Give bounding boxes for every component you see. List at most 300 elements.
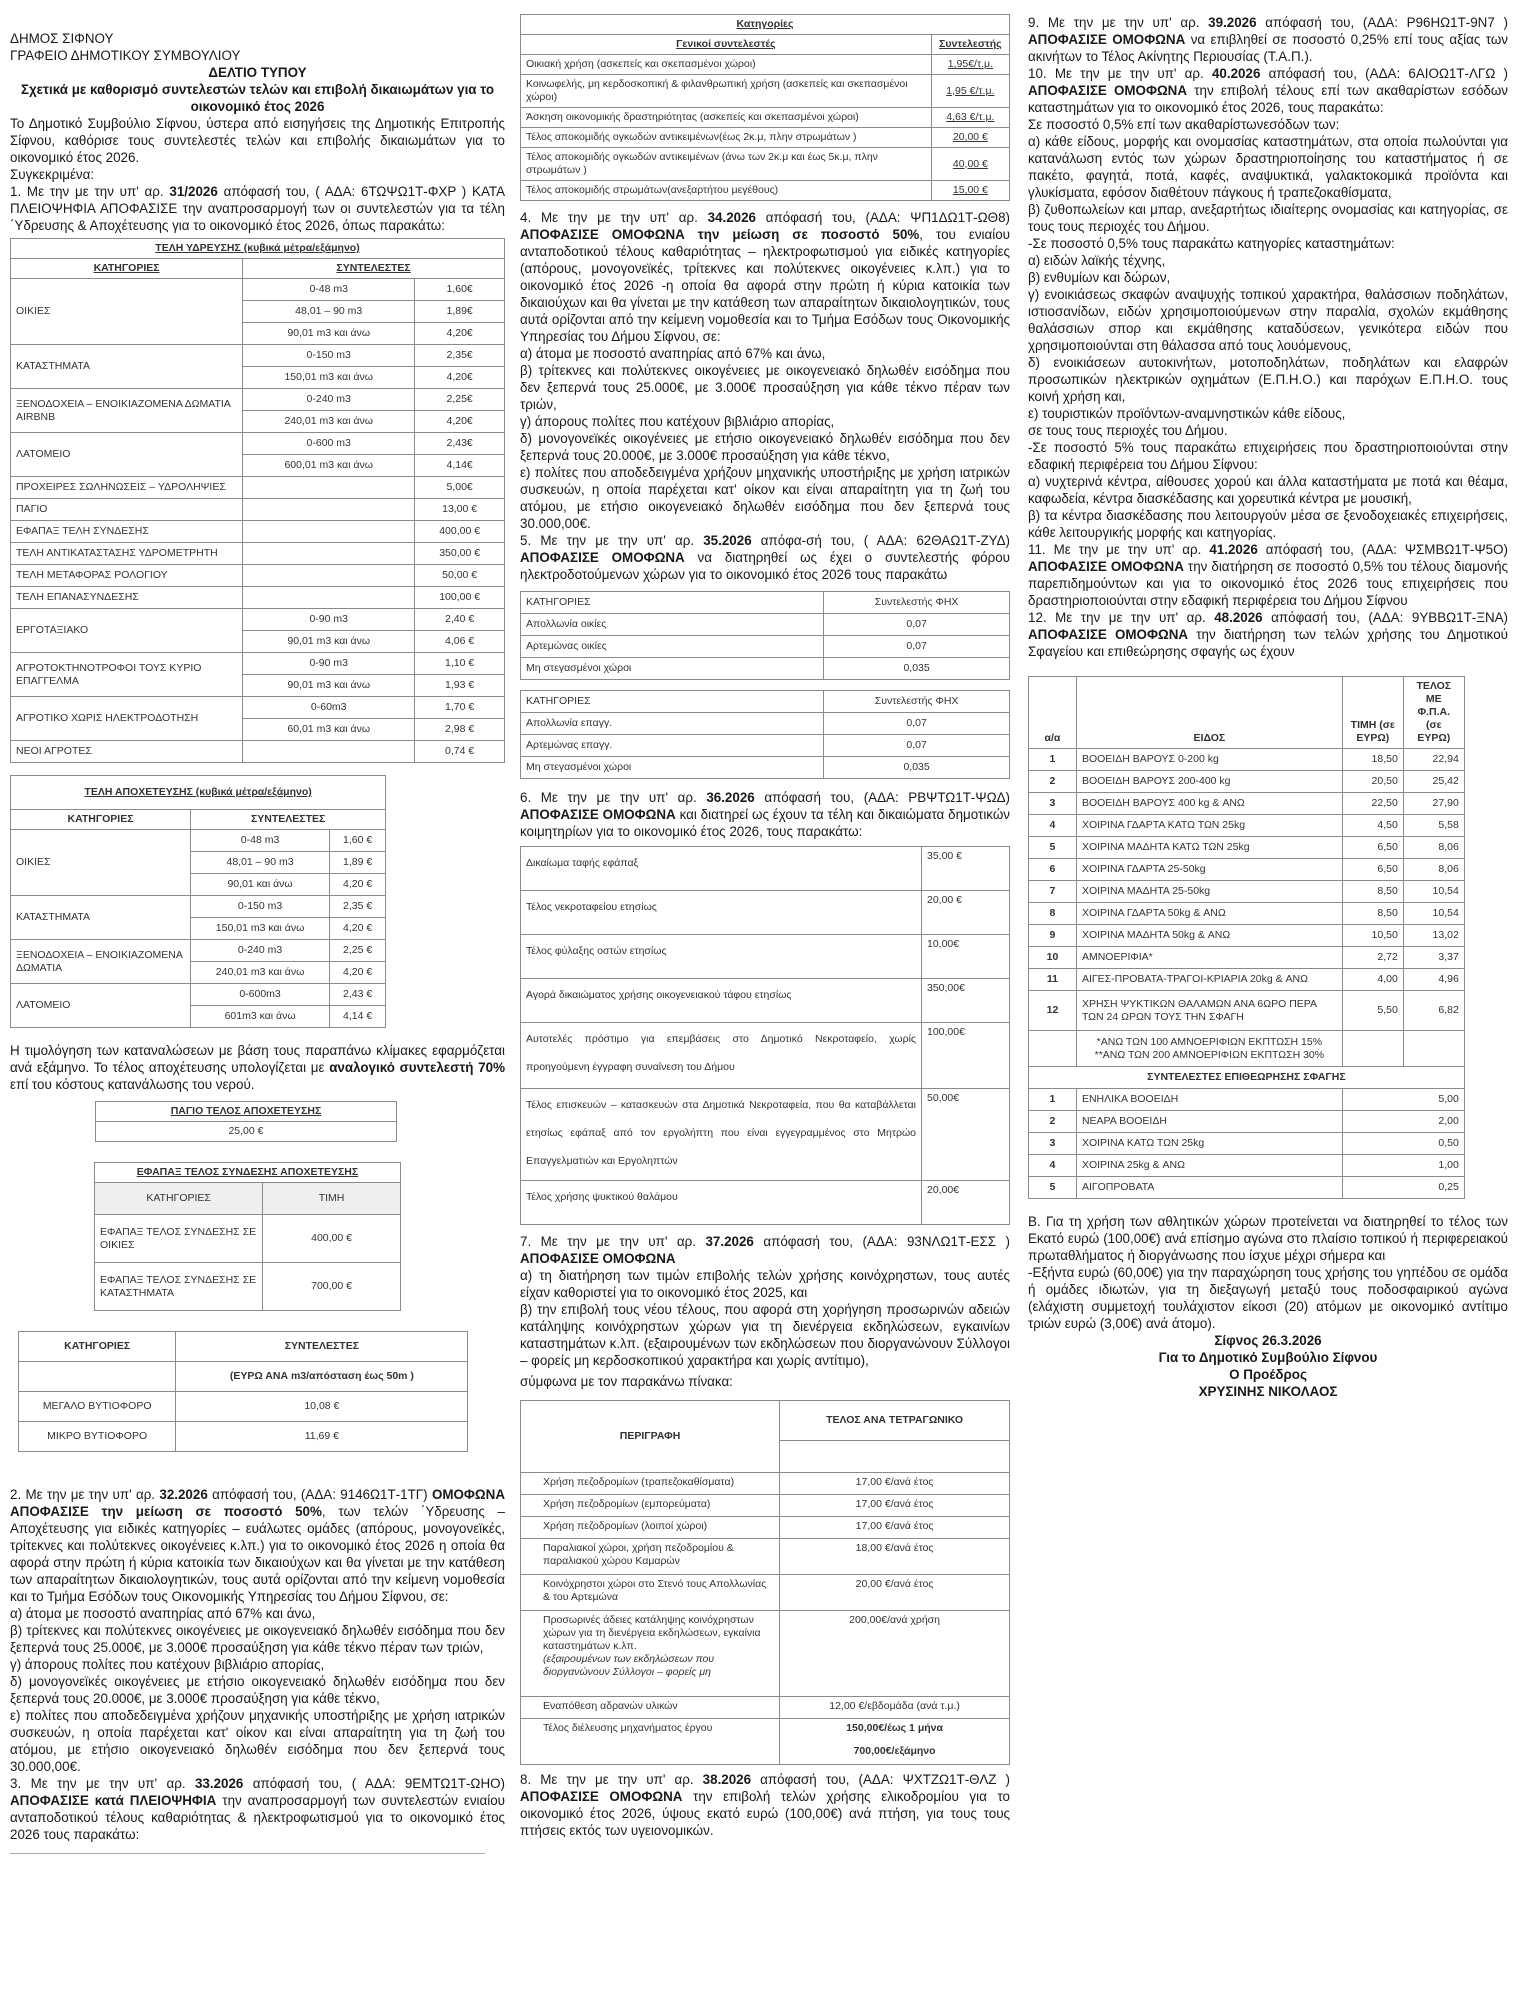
kind-cell: ΧΟΙΡΙΝΑ ΜΑΔΗΤΑ ΚΑΤΩ ΤΩΝ 25kg [1076, 837, 1342, 859]
col-kind: ΕΙΔΟΣ [1076, 677, 1342, 749]
range-cell: 90,01 και άνω [191, 874, 330, 896]
rate-cell: 0,74 € [415, 741, 505, 763]
table-row [521, 847, 1010, 891]
rate-cell: 1,93 € [415, 675, 505, 697]
fixed-sewage-title: ΠΑΓΙΟ ΤΕΛΟΣ ΑΠΟΧΕΤΕΥΣΗΣ [96, 1102, 397, 1122]
col-no: α/α [1029, 677, 1077, 749]
category-cell: Αρτεμώνας επαγγ. [521, 735, 824, 757]
slaughterhouse-table [1028, 676, 1465, 1199]
rate-cell: 2,40 € [415, 609, 505, 631]
range-cell: 600,01 m3 και άνω [243, 455, 415, 477]
table-row [1029, 837, 1465, 859]
empty-cell [1403, 1031, 1464, 1067]
range-cell: 0-600 m3 [243, 433, 415, 455]
table-row [521, 592, 1010, 614]
table-row [1029, 881, 1465, 903]
decision-7a: α) τη διατήρηση των τιμών επιβολής τελών χρήσης κοινόχρηστων, τους αυτές είχαν καθοριστεί για το οικονομικό έτος 2025, και [520, 1268, 1010, 1300]
table-row [11, 830, 386, 852]
fee-description-cell: Αυτοτελές πρόστιμο για επεμβάσεις στο Δημοτικό Νεκροταφείο, χωρίς προηγούμενη έγγραφη συναίνεση του Δήμου [521, 1023, 922, 1089]
kind-cell: ΑΜΝΟΕΡΙΦΙΑ* [1076, 947, 1342, 969]
table-row [1029, 903, 1465, 925]
decision-9: 9. Με την με την υπ' αρ. 39.2026 απόφασή του, (ΑΔΑ: Ρ96ΗΩ1Τ-9Ν7 ) ΑΠΟΦΑΣΙΣΕ ΟΜΟΦΩΝΑ να επιβληθεί σε ποσοστό 0,25% επί τους αξίας των ακινήτων το Τέλος Ακίνητης Περιουσίας (Τ.Α.Π.). [1028, 15, 1508, 64]
category-cell: Μη στεγασμένοι χώροι [521, 757, 824, 779]
empty-cell [1342, 1031, 1403, 1067]
category-cell: Αρτεμώνας οικίες [521, 636, 824, 658]
col-price: ΤΙΜΗ (σε ΕΥΡΩ) [1342, 677, 1403, 749]
rate-cell: 0,50 [1342, 1133, 1464, 1155]
fee-description-cell: Αγορά δικαιώματος χρήσης οικογενειακού τάφου ετησίως [521, 979, 922, 1023]
rate-cell: 350,00 € [415, 543, 505, 565]
fee-cell: 200,00€/ανά χρήση [780, 1611, 1010, 1697]
rate-cell: 0,25 [1342, 1177, 1464, 1199]
description-cell [521, 1517, 780, 1539]
row-number-cell: 6 [1029, 859, 1077, 881]
rate-cell: 4,14 € [330, 1006, 386, 1028]
beneficiary-item: δ) μονογονεϊκές οικογένειες με ετήσιο οικογενειακό δηλωθέν εισόδημα που δεν ξεπερνά τους 20.000€, με 3.000€ προσαύξηση για κάθε τέκνο, [10, 1674, 505, 1706]
rate-cell: 1,00 [1342, 1155, 1464, 1177]
pricing-note: Η τιμολόγηση των καταναλώσεων με βάση τους παραπάνω κλίμακες εφαρμόζεται ανά εξάμηνο. Το τέλος αποχέτευσης υπολογίζεται με αναλογικό συντελεστή 70% επί του κόστους κατανάλωσης του νερού. [10, 1043, 505, 1092]
fee-amount-cell: 350,00€ [921, 979, 1009, 1023]
col-rates: ΣΥΝΤΕΛΕΣΤΕΣ [243, 259, 505, 279]
table-row [1029, 771, 1465, 793]
range-cell: 48,01 – 90 m3 [243, 301, 415, 323]
table-row [521, 636, 1010, 658]
rate-cell: 4,63 €/τ.μ. [931, 108, 1009, 128]
fee-amount-cell: 20,00 € [921, 891, 1009, 935]
table-row [11, 389, 505, 411]
rate-cell: 1,60 € [330, 830, 386, 852]
rate-cell: 15,00 € [931, 181, 1009, 201]
decision-10-line: γ) ενοικιάσεως σκαφών αναψυχής τοπικού χαρακτήρα, θαλάσσιων ποδηλάτων, ιστιοσανίδων, ειδών χρησιμοποιούμενων στην παραλία, σχολών εκμάθησης θαλάσσιων σπορ και εκμάθησης καταδύσεων, γενικότερα ειδών που χρησιμοποιούνται στη θάλασσα από τους λουόμενους, [1028, 287, 1508, 353]
category-cell: ΤΕΛΗ ΕΠΑΝΑΣΥΝΔΕΣΗΣ [11, 587, 243, 609]
rate-cell: 5,00€ [415, 477, 505, 499]
fee-semester: 700,00€/εξάμηνο [853, 1745, 936, 1757]
description-cell [521, 1495, 780, 1517]
description-cell: Τέλος αποκομιδής στρωμάτων(ανεξαρτήτου μεγέθους) [521, 181, 932, 201]
price-vat-cell: 5,58 [1403, 815, 1464, 837]
rate-cell: 100,00 € [415, 587, 505, 609]
beneficiary-item: α) άτομα με ποσοστό αναπηρίας από 67% και άνω, [520, 346, 826, 361]
table-row [1029, 793, 1465, 815]
rate-cell: 40,00 € [931, 148, 1009, 181]
row-number-cell: 5 [1029, 837, 1077, 859]
table-row [11, 499, 505, 521]
description-text: Παραλιακοί χώροι, χρήση πεζοδρομίου & παραλιακού χώρου Καμαρών [543, 1542, 734, 1567]
table-row [521, 55, 1010, 75]
table-row [521, 691, 1010, 713]
beneficiary-item: β) τρίτεκνες και πολύτεκνες οικογένειες με οικογενειακό δηλωθέν εισόδημα που δεν ξεπερνά τους 25.000€, με 3.000€ προσαύξηση για κάθε τέκνο πέραν των τριών, [520, 363, 1010, 412]
col-categories: ΚΑΤΗΓΟΡΙΕΣ [11, 259, 243, 279]
row-number-cell: 7 [1029, 881, 1077, 903]
tanker-unit: (ΕΥΡΩ ΑΝΑ m3/απόσταση έως 50m ) [176, 1362, 468, 1392]
category-cell: ΕΡΓΟΤΑΞΙΑΚΟ [11, 609, 243, 653]
category-cell: ΜΙΚΡΟ ΒΥΤΙΟΦΟΡΟ [19, 1422, 176, 1452]
category-cell: ΠΡΟΧΕΙΡΕΣ ΣΩΛΗΝΩΣΕΙΣ – ΥΔΡΟΛΗΨΙΕΣ [11, 477, 243, 499]
table-row [1029, 859, 1465, 881]
table-row [1029, 1133, 1465, 1155]
table-row [1029, 815, 1465, 837]
category-cell: ΝΕΟΙ ΑΓΡΟΤΕΣ [11, 741, 243, 763]
range-cell: 601m3 και άνω [191, 1006, 330, 1028]
kind-cell: ΧΟΙΡΙΝΑ ΓΔΑΡΤΑ ΚΑΤΩ ΤΩΝ 25kg [1076, 815, 1342, 837]
rate-cell: 400,00 € [415, 521, 505, 543]
category-cell: ΑΓΡΟΤΟΚΤΗΝΟΤΡΟΦΟΙ ΤΟΥΣ ΚΥΡΙΟ ΕΠΑΓΓΕΛΜΑ [11, 653, 243, 697]
col-fee: ΤΕΛΟΣ ΑΝΑ ΤΕΤΡΑΓΩΝΙΚΟ [780, 1401, 1010, 1441]
col-rates: ΣΥΝΤΕΛΕΣΤΕΣ [176, 1332, 468, 1362]
fhx-tables [520, 591, 1010, 779]
range-cell: 0-90 m3 [243, 609, 415, 631]
beneficiary-item: δ) μονογονεϊκές οικογένειες με ετήσιο οικογενειακό δηλωθέν εισόδημα που δεν ξεπερνά τους 20.000€, με 3.000€ προσαύξηση για κάθε τέκνο, [520, 431, 1010, 463]
row-number-cell: 4 [1029, 1155, 1077, 1177]
beneficiaries-list-2 [10, 1605, 505, 1775]
decision-number: 31/2026 [169, 184, 218, 199]
range-cell [243, 477, 415, 499]
category-cell: Απολλωνία επαγγ. [521, 713, 824, 735]
price-vat-cell: 3,37 [1403, 947, 1464, 969]
row-number-cell: 5 [1029, 1177, 1077, 1199]
row-number-cell: 1 [1029, 1089, 1077, 1111]
inspection-title: ΣΥΝΤΕΛΕΣΤΕΣ ΕΠΙΘΕΩΡΗΣΗΣ ΣΦΑΓΗΣ [1029, 1067, 1465, 1089]
price-cell: 20,50 [1342, 771, 1403, 793]
fee-cell: 17,00 €/ανά έτος [780, 1495, 1010, 1517]
category-cell: ΛΑΤΟΜΕΙΟ [11, 433, 243, 477]
decision-7b: β) την επιβολή τους νέου τέλους, που αφορά στη χορήγηση προσωρινών αδειών κατάληψης κοινόχρηστων χώρων για τη διενέργεια εκδηλώσεων, εγκαινίων καταστημάτων κ.λπ. (εξαιρουμένων των εκδηλώσεων που διοργανώνουν Σύλλογοι – φορείς μη κερδοσκοπικού χαρακτήρα και χωρίς αντίτιμο), [520, 1302, 1010, 1368]
category-cell: ΟΙΚΙΕΣ [11, 279, 243, 345]
range-cell: 240,01 m3 και άνω [243, 411, 415, 433]
column-3 [1028, 0, 1508, 1400]
fee-cell: 18,00 €/ανά έτος [780, 1539, 1010, 1575]
rate-cell: 10,08 € [176, 1392, 468, 1422]
category-cell: ΞΕΝΟΔΟΧΕΙΑ – ΕΝΟΙΚΙΑΖΟΜΕΝΑ ΔΩΜΑΤΙΑ [11, 940, 191, 984]
category-cell: ΚΑΤΑΣΤΗΜΑΤΑ [11, 896, 191, 940]
tanker-table [18, 1331, 468, 1452]
description-cell [521, 1473, 780, 1495]
range-cell: 0-150 m3 [191, 896, 330, 918]
table-row [1029, 1031, 1465, 1067]
water-table-title: ΤΕΛΗ ΥΔΡΕΥΣΗΣ (κυβικά μέτρα/εξάμηνο) [11, 239, 505, 259]
fee-cell: 12,00 €/εβδομάδα (ανά τ.μ.) [780, 1697, 1010, 1719]
col-categories: ΚΑΤΗΓΟΡΙΕΣ [11, 810, 191, 830]
table-row [521, 128, 1010, 148]
fee-description-cell: Τέλος χρήσης ψυκτικού θαλάμου [521, 1181, 922, 1225]
table-row [1029, 969, 1465, 991]
row-number-cell: 2 [1029, 1111, 1077, 1133]
sewage-fees-table [10, 775, 386, 1028]
row-number-cell: 2 [1029, 771, 1077, 793]
table-row [521, 108, 1010, 128]
table-row [19, 1422, 468, 1452]
description-cell: Άσκηση οικονομικής δραστηριότητας (ασκεπείς και σκεπασμένοι χώροι) [521, 108, 932, 128]
rate-cell: 2,25 € [330, 940, 386, 962]
row-number-cell: 9 [1029, 925, 1077, 947]
range-cell: 0-48 m3 [191, 830, 330, 852]
price-vat-cell: 13,02 [1403, 925, 1464, 947]
decision-10-line: α) κάθε είδους, μορφής και ονομασίας καταστημάτων, στα οποία πωλούνται για κατανάλωση εντός των χώρων δραστηριοποίησης του καταστήματος ή σε πακέτο, φαγητά, ποτά, καφές, αναψυκτικά, γαλακτοκομικά προϊόντα και γλυκίσματα, εφόσον διαθέτουν πάγκους ή τραπεζοκαθίσματα, [1028, 134, 1508, 200]
table-row [521, 614, 1010, 636]
rate-cell: 2,98 € [415, 719, 505, 741]
category-cell: ΛΑΤΟΜΕΙΟ [11, 984, 191, 1028]
sewage-table-title: ΤΕΛΗ ΑΠΟΧΕΤΕΥΣΗΣ (κυβικά μέτρα/εξάμηνο) [11, 776, 386, 810]
fee-cell: 20,00 €/ανά έτος [780, 1575, 1010, 1611]
rate-cell: 2,35 € [330, 896, 386, 918]
table-row [521, 1575, 1010, 1611]
rate-cell: 4,20 € [330, 918, 386, 940]
table-row [521, 1023, 1010, 1089]
table-row [1029, 1155, 1465, 1177]
beneficiary-item: ε) πολίτες που αποδεδειγμένα χρήζουν μηχανικής υποστήριξης με χρήση ιατρικών συσκευών, η οποία παρέχεται κατ' οίκον και είναι απαραίτητη για τη ζωή του ατόμου, με ετήσιο οικογενειακό δηλωθέν εισόδημα που δεν ξεπερνά τους 30.000,00€. [520, 465, 1010, 531]
table-row [11, 587, 505, 609]
table-row [521, 1089, 1010, 1181]
rate-cell: 1,89 € [330, 852, 386, 874]
document-type: ΔΕΛΤΙΟ ΤΥΠΟΥ [208, 65, 307, 80]
col-general: Γενικοί συντελεστές [521, 35, 932, 55]
description-cell: Τέλος αποκομιδής ογκωδών αντικειμένων (άνω των 2κ.μ και έως 5κ.μ, πλην στρωμάτων ) [521, 148, 932, 181]
decision-11: 11. Με την με την υπ' αρ. 41.2026 απόφασή του, (ΑΔΑ: ΨΣΜΒΩ1Τ-Ψ5Ο) ΑΠΟΦΑΣΙΣΕ ΟΜΟΦΩΝΑ την διατήρηση σε ποσοστό 0,5% του τέλους διαμονής παρεπιδημούντων και για το οικονομικό έτος 2026 τους επιχειρήσεις που δραστηριοποιούνται στην εδαφική περιφέρεια του Δήμου Σίφνου [1028, 542, 1508, 608]
discount-note: **ΑΝΩ ΤΩΝ 200 ΑΜΝΟΕΡΙΦΙΩΝ ΕΚΠΤΩΣΗ 30% [1094, 1048, 1325, 1061]
row-number-cell: 1 [1029, 749, 1077, 771]
price-cell: 18,50 [1342, 749, 1403, 771]
price-cell: 10,50 [1342, 925, 1403, 947]
price-cell: 8,50 [1342, 881, 1403, 903]
rate-cell: 50,00 € [415, 565, 505, 587]
row-number-cell: 4 [1029, 815, 1077, 837]
col-categories: ΚΑΤΗΓΟΡΙΕΣ [521, 691, 824, 713]
rate-cell: 0,035 [824, 757, 1010, 779]
rate-cell: 2,25€ [415, 389, 505, 411]
row-number-cell: 10 [1029, 947, 1077, 969]
table-row [11, 543, 505, 565]
table-row [521, 1697, 1010, 1719]
table-row [11, 521, 505, 543]
table-row [95, 1263, 401, 1311]
table-row [1029, 1177, 1465, 1199]
table-row [11, 741, 505, 763]
price-cell: 700,00 € [263, 1263, 401, 1311]
table-row [521, 757, 1010, 779]
price-cell: 4,50 [1342, 815, 1403, 837]
fee-description-cell: Τέλος επισκευών – κατασκευών στα Δημοτικά Νεκροταφεία, που θα καταβάλλεται ετησίως εφάπαξ από τον εργολήπτη που είναι εγγεγραμμένος στο Μητρώο Επαγγελματιών και Εργοληπτών [521, 1089, 922, 1181]
decision-10-line: α) νυχτερινά κέντρα, αίθουσες χορού και άλλα καταστήματα με ποτά και θέαμα, καφωδεία, κέντρα διασκέδασης και χορευτικά κέντρα με μουσική, [1028, 474, 1508, 506]
row-number-cell: 3 [1029, 793, 1077, 815]
fee-cell: 17,00 €/ανά έτος [780, 1517, 1010, 1539]
table-row [521, 148, 1010, 181]
decision-1: 1. Με την με την υπ' αρ. 31/2026 απόφασή του, ( ΑΔΑ: 6ΤΩΨΩ1Τ-ΦΧΡ ) ΚΑΤΑ ΠΛΕΙΟΨΗΦΙΑ ΑΠΟΦΑΣΙΣΕ την αναπροσαρμογή των οι συντελεστών για τα τέλη ΄Υδρευσης & Αποχέτευσης για το οικονομικό έτος 2026, όπως παρακάτω: [10, 184, 505, 233]
table-row [521, 713, 1010, 735]
rate-cell: 1,89€ [415, 301, 505, 323]
rate-cell: 1,95€/τ.μ. [931, 55, 1009, 75]
rate-cell: 4,20 € [330, 962, 386, 984]
category-cell: Μη στεγασμένοι χώροι [521, 658, 824, 680]
price-cell: 22,50 [1342, 793, 1403, 815]
description-text: Κοινόχρηστοι χώροι στο Στενό τους Απολλωνίας & του Αρτεμώνα [543, 1578, 767, 1603]
decision-10: 10. Με την με την υπ' αρ. 40.2026 απόφασή του, (ΑΔΑ: 6ΑΙΟΩ1Τ-ΛΓΩ ) ΑΠΟΦΑΣΙΣΕ ΟΜΟΦΩΝΑ την επιβολή τέλους επί των ακαθαρίστων εσόδων καταστημάτων για το οικονομικό έτος 2026, τους παρακάτω: [1028, 66, 1508, 115]
table-row [11, 697, 505, 719]
decision-8: 8. Με την με την υπ' αρ. 38.2026 απόφασή του, (ΑΔΑ: ΨΧΤΖΩ1Τ-ΘΛΖ ) ΑΠΟΦΑΣΙΣΕ ΟΜΟΦΩΝΑ την επιβολή τελών χρήσης ελικοδρομίου για το οικονομικό έτος 2026, ύψους εκατό ευρώ (100,00€) ανά πτήση, για τους τους πτήσεις εκτός των υγειονομικών. [520, 1772, 1010, 1838]
table-row [1029, 749, 1465, 771]
beneficiary-item: γ) άπορους πολίτες που κατέχουν βιβλιάριο απορίας, [10, 1657, 325, 1672]
range-cell: 0-600m3 [191, 984, 330, 1006]
rate-cell: 11,69 € [176, 1422, 468, 1452]
kind-cell: ΒΟΟΕΙΔΗ ΒΑΡΟΥΣ 400 kg & ΑΝΩ [1076, 793, 1342, 815]
rate-cell: 2,43 € [330, 984, 386, 1006]
range-cell [243, 587, 415, 609]
row-number-cell: 8 [1029, 903, 1077, 925]
sewage-table-wrap [10, 775, 386, 1028]
range-cell: 150,01 m3 και άνω [191, 918, 330, 940]
decision-10-line: α) ειδών λαϊκής τέχνης, [1028, 253, 1166, 268]
rate-cell: 4,06 € [415, 631, 505, 653]
table-row [521, 1539, 1010, 1575]
water-fees-table [10, 238, 505, 763]
electrified-spaces-table [520, 690, 1010, 779]
range-cell: 0-90 m3 [243, 653, 415, 675]
price-cell: 400,00 € [263, 1215, 401, 1263]
table-row [1029, 1067, 1465, 1089]
decision-3: 3. Με την με την υπ' αρ. 33.2026 απόφασή του, ( ΑΔΑ: 9ΕΜΤΩ1Τ-ΩΗΟ) ΑΠΟΦΑΣΙΣΕ κατά ΠΛΕΙΟΨΗΦΙΑ την αναπροσαρμογή των συντελεστών ενιαίου ανταποδοτικού τέλους καθαριότητας & ηλεκτροφωτισμού για το οικονομικό έτος 2026 τους παρακάτω: [10, 1776, 505, 1842]
price-cell: 6,50 [1342, 859, 1403, 881]
category-cell: ΑΓΡΟΤΙΚΟ ΧΩΡΙΣ ΗΛΕΚΤΡΟΔΟΤΗΣΗ [11, 697, 243, 741]
row-number-cell: 3 [1029, 1133, 1077, 1155]
fixed-sewage-value: 25,00 € [96, 1122, 397, 1142]
range-cell: 0-240 m3 [243, 389, 415, 411]
rate-cell: 0,07 [824, 735, 1010, 757]
table-row [521, 658, 1010, 680]
empty-cell [1029, 1031, 1077, 1067]
col-rates: ΣΥΝΤΕΛΕΣΤΕΣ [191, 810, 386, 830]
range-cell: 240,01 m3 και άνω [191, 962, 330, 984]
fee-description-cell: Δικαίωμα ταφής εφάπαξ [521, 847, 922, 891]
table-row [521, 1719, 1010, 1765]
price-vat-cell: 25,42 [1403, 771, 1464, 793]
category-cell: ΚΑΤΑΣΤΗΜΑΤΑ [11, 345, 243, 389]
rate-cell: 5,00 [1342, 1089, 1464, 1111]
office-name: ΓΡΑΦΕΙΟ ΔΗΜΟΤΙΚΟΥ ΣΥΜΒΟΥΛΙΟΥ [10, 48, 241, 63]
table-row [521, 979, 1010, 1023]
row-number-cell: 11 [1029, 969, 1077, 991]
fee-cell: 17,00 €/ανά έτος [780, 1473, 1010, 1495]
kind-cell: ΧΟΙΡΙΝΑ ΓΔΑΡΤΑ 25-50kg [1076, 859, 1342, 881]
fee-amount-cell: 10,00€ [921, 935, 1009, 979]
table-row [1029, 947, 1465, 969]
decision-10-line: Σε ποσοστό 0,5% επί των ακαθαρίστωνεσόδων των: [1028, 117, 1340, 132]
range-cell [243, 741, 415, 763]
decision-12: 12. Με την με την υπ' αρ. 48.2026 απόφασή του, (ΑΔΑ: 9ΥΒΒΩ1Τ-ΞΝΑ) ΑΠΟΦΑΣΙΣΕ ΟΜΟΦΩΝΑ την διατήρηση των τελών χρήσης του Δημοτικού Σφαγείου και επιθεώρησης σφαγής ως έχουν [1028, 610, 1508, 659]
col-rate: Συντελεστής [931, 35, 1009, 55]
beneficiary-item: γ) άπορους πολίτες που κατέχουν βιβλιάριο απορίας, [520, 414, 835, 429]
price-cell: 8,50 [1342, 903, 1403, 925]
rate-cell: 2,00 [1342, 1111, 1464, 1133]
range-cell [243, 565, 415, 587]
range-cell: 150,01 m3 και άνω [243, 367, 415, 389]
price-vat-cell: 6,82 [1403, 991, 1464, 1031]
table-row [11, 345, 505, 367]
beneficiary-item: α) άτομα με ποσοστό αναπηρίας από 67% και άνω, [10, 1606, 316, 1621]
description-cell: Οικιακή χρήση (ασκεπείς και σκεπασμένοι χώροι) [521, 55, 932, 75]
description-note: (εξαιρουμένων των εκδηλώσεων που διοργανώνουν Σύλλογοι – φορείς μη [543, 1653, 715, 1678]
price-vat-cell: 27,90 [1403, 793, 1464, 815]
price-vat-cell: 10,54 [1403, 903, 1464, 925]
table-row [11, 279, 505, 301]
table-row [11, 609, 505, 631]
description-text: Χρήση πεζοδρομίων (τραπεζοκαθίσματα) [543, 1476, 735, 1488]
col-price: ΤΙΜΗ [263, 1183, 401, 1215]
decision-10-line: σε τους τους περιοχές του Δήμου. [1028, 423, 1228, 438]
rate-cell: 4,20 € [330, 874, 386, 896]
intro-paragraph: Το Δημοτικό Συμβούλιο Σίφνου, ύστερα από εισηγήσεις της Δημοτικής Επιτροπής Σίφνου, καθόρισε τους συντελεστές τελών και επιβολής δικαιωμάτων για το οικονομικό έτος 2026. [10, 116, 505, 165]
decision-10-line: -Σε ποσοστό 5% τους παρακάτω επιχειρήσεις που δραστηριοποιούνται στην εδαφική περιφέρεια του Δήμου Σίφνου: [1028, 440, 1508, 472]
rate-cell: 13,00 € [415, 499, 505, 521]
table-row [521, 735, 1010, 757]
rate-cell: 1,70 € [415, 697, 505, 719]
rate-cell: 20,00 € [931, 128, 1009, 148]
range-cell: 0-150 m3 [243, 345, 415, 367]
table-row [521, 181, 1010, 201]
range-cell: 0-48 m3 [243, 279, 415, 301]
price-cell: 4,00 [1342, 969, 1403, 991]
description-text: Εναπόθεση αδρανών υλικών [543, 1700, 678, 1712]
common-spaces-table [520, 1400, 1010, 1765]
signature-role: Ο Προέδρος [1229, 1367, 1307, 1382]
cemetery-fees-table [520, 846, 1010, 1225]
kind-cell: ΑΙΓΟΠΡΟΒΑΤΑ [1076, 1177, 1342, 1199]
beneficiary-item: ε) πολίτες που αποδεδειγμένα χρήζουν μηχανικής υποστήριξης με χρήση ιατρικών συσκευών, η οποία παρέχεται κατ' οίκον και είναι απαραίτητη για τη ζωή του ατόμου, με ετήσιο οικογενειακό δηλωθέν εισόδημα που δεν ξεπερνά τους 30.000,00€. [10, 1708, 505, 1774]
description-cell [521, 1611, 780, 1697]
row-number-cell: 12 [1029, 991, 1077, 1031]
signature-for: Για το Δημοτικό Συμβούλιο Σίφνου [1158, 1350, 1378, 1365]
fee-amount-cell: 50,00€ [921, 1089, 1009, 1181]
document-subject: Σχετικά με καθορισμό συντελεστών τελών και επιβολή δικαιωμάτων για το οικονομικό έτος 2026 [20, 82, 495, 114]
rate-cell: 4,20€ [415, 323, 505, 345]
price-vat-cell: 8,06 [1403, 859, 1464, 881]
range-cell: 90,01 m3 και άνω [243, 631, 415, 653]
category-cell: ΞΕΝΟΔΟΧΕΙΑ – ΕΝΟΙΚΙΑΖΟΜΕΝΑ ΔΩΜΑΤΙΑ AIRBNB [11, 389, 243, 433]
col-categories: ΚΑΤΗΓΟΡΙΕΣ [95, 1183, 263, 1215]
rate-cell: 4,20€ [415, 367, 505, 389]
table-row [19, 1392, 468, 1422]
municipality-name: ΔΗΜΟΣ ΣΙΦΝΟΥ [10, 31, 114, 46]
connection-table-title: ΕΦΑΠΑΞ ΤΕΛΟΣ ΣΥΝΔΕΣΗΣ ΑΠΟΧΕΤΕΥΣΗΣ [95, 1163, 401, 1183]
kind-cell: ΧΟΙΡΙΝΑ ΜΑΔΗΤΑ 50kg & ΑΝΩ [1076, 925, 1342, 947]
table-row [11, 896, 386, 918]
fee-amount-cell: 20,00€ [921, 1181, 1009, 1225]
decision-10-line: β) τα κέντρα διασκέδασης που λειτουργούν μέσα σε ξενοδοχειακές επιχειρήσεις, κάθε λειτουργικής μορφής και κατηγορίας. [1028, 508, 1508, 540]
kind-cell: ΧΡΗΣΗ ΨΥΚΤΙΚΩΝ ΘΑΛΑΜΩΝ ΑΝΑ 6ΩΡΟ ΠΕΡΑ ΤΩΝ 24 ΩΡΩΝ ΤΟΥΣ ΤΗΝ ΣΦΑΓΗ [1076, 991, 1342, 1031]
specifically-label: Συγκεκριμένα: [10, 167, 95, 182]
divider [10, 1853, 485, 1854]
description-cell: Τέλος διέλευσης μηχανήματος έργου [521, 1719, 780, 1765]
table-row [11, 565, 505, 587]
kind-cell: ΧΟΙΡΙΝΑ ΚΑΤΩ ΤΩΝ 25kg [1076, 1133, 1342, 1155]
range-cell: 90,01 m3 και άνω [243, 323, 415, 345]
decision-10-line: -Σε ποσοστό 0,5% τους παρακάτω κατηγορίες καταστημάτων: [1028, 236, 1395, 251]
category-cell: ΤΕΛΗ ΜΕΤΑΦΟΡΑΣ ΡΟΛΟΓΙΟΥ [11, 565, 243, 587]
category-cell: ΤΕΛΗ ΑΝΤΙΚΑΤΑΣΤΑΣΗΣ ΥΔΡΟΜΕΤΡΗΤΗ [11, 543, 243, 565]
table-row [1029, 1089, 1465, 1111]
kind-cell: ΧΟΙΡΙΝΑ ΜΑΔΗΤΑ 25-50kg [1076, 881, 1342, 903]
table-row [521, 935, 1010, 979]
kind-cell: ΒΟΟΕΙΔΗ ΒΑΡΟΥΣ 0-200 kg [1076, 749, 1342, 771]
kind-cell: ΧΟΙΡΙΝΑ 25kg & ΑΝΩ [1076, 1155, 1342, 1177]
price-vat-cell: 8,06 [1403, 837, 1464, 859]
table-row [11, 433, 505, 455]
col-categories: ΚΑΤΗΓΟΡΙΕΣ [521, 592, 824, 614]
decision-7: 7. Με την με την υπ' αρ. 37.2026 απόφασή του, (ΑΔΑ: 93ΝΛΩ1Τ-ΕΣΣ ) ΑΠΟΦΑΣΙΣΕ ΟΜΟΦΩΝΑ [520, 1234, 1010, 1266]
kind-cell: ΒΟΟΕΙΔΗ ΒΑΡΟΥΣ 200-400 kg [1076, 771, 1342, 793]
col-rate: Συντελεστής ΦΗΧ [824, 592, 1010, 614]
category-cell: ΠΑΓΙΟ [11, 499, 243, 521]
cleaning-table-title: Κατηγορίες [521, 15, 1010, 35]
rate-cell: 2,43€ [415, 433, 505, 455]
